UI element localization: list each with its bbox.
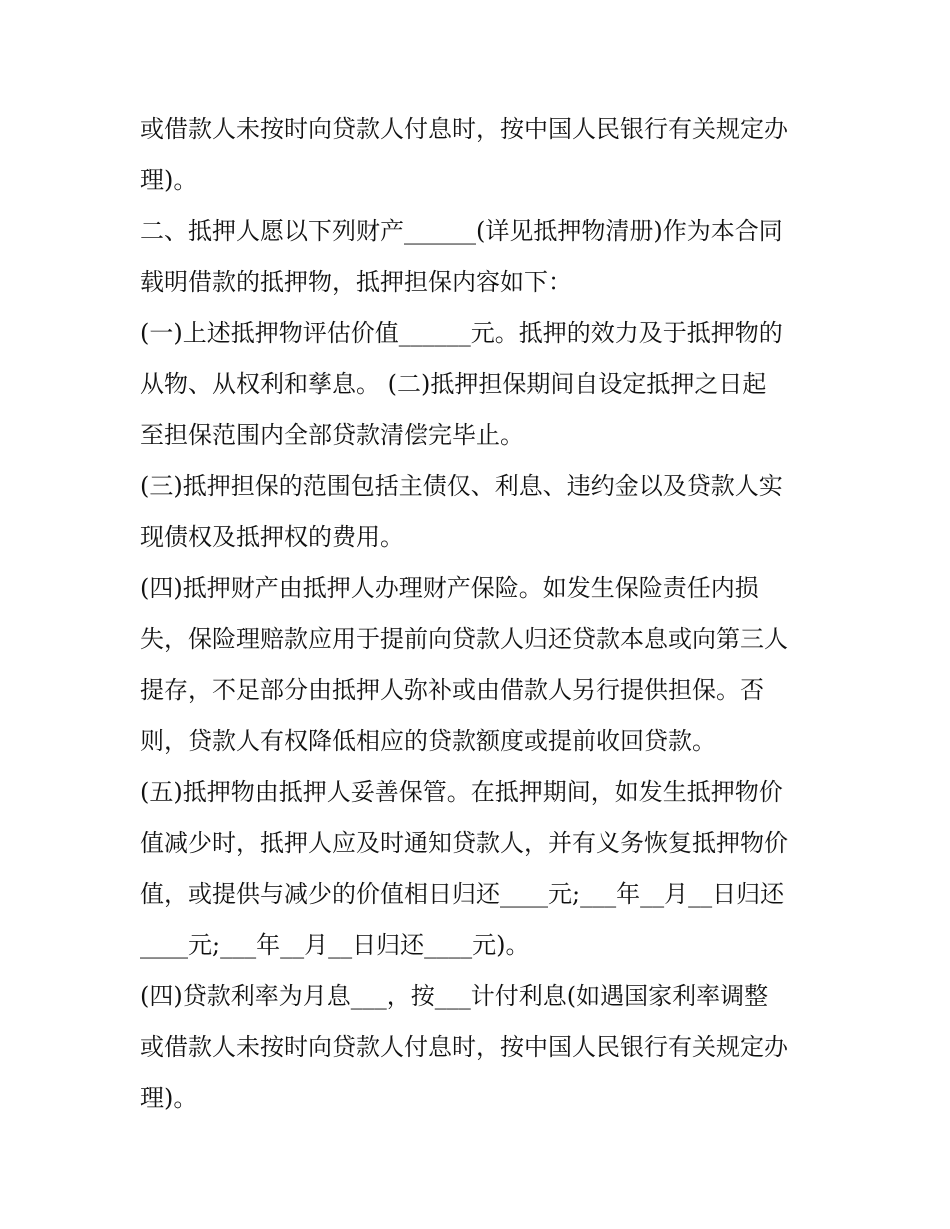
text-line-12: 提存，不足部分由抵押人弥补或由借款人另行提供担保。否 xyxy=(140,676,764,704)
text-line-7: 至担保范围内全部贷款清偿完毕止。 xyxy=(140,421,524,449)
text-line-9: 现债权及抵押权的费用。 xyxy=(140,523,404,551)
text-line-3: 二、抵押人愿以下列财产______(详见抵押物清册)作为本合同 xyxy=(140,217,783,245)
text-line-19: 或借款人未按时向贷款人付息时，按中国人民银行有关规定办 xyxy=(140,1033,788,1061)
text-line-14: (五)抵押物由抵押人妥善保管。在抵押期间，如发生抵押物价 xyxy=(140,778,783,806)
text-line-18: (四)贷款利率为月息___，按___计付利息(如遇国家利率调整 xyxy=(140,982,769,1010)
text-line-15: 值减少时，抵押人应及时通知贷款人，并有义务恢复抵押物价 xyxy=(140,829,788,857)
text-line-6: 从物、从权利和孳息。 (二)抵押担保期间自设定抵押之日起 xyxy=(140,370,767,398)
text-line-16: 值，或提供与减少的价值相日归还____元;___年__月__日归还 xyxy=(140,880,785,908)
text-line-5: (一)上述抵押物评估价值______元。抵押的效力及于抵押物的 xyxy=(140,319,783,347)
text-line-11: 失，保险理赔款应用于提前向贷款人归还贷款本息或向第三人 xyxy=(140,625,788,653)
text-line-4: 载明借款的抵押物，抵押担保内容如下： xyxy=(140,268,572,296)
text-line-20: 理)。 xyxy=(140,1084,198,1112)
text-line-8: (三)抵押担保的范围包括主债仅、利息、违约金以及贷款人实 xyxy=(140,472,783,500)
text-line-10: (四)抵押财产由抵押人办理财产保险。如发生保险责任内损 xyxy=(140,574,759,602)
text-line-2: 理)。 xyxy=(140,166,198,194)
text-line-1: 或借款人未按时向贷款人付息时，按中国人民银行有关规定办 xyxy=(140,115,788,143)
text-line-13: 则，贷款人有权降低相应的贷款额度或提前收回贷款。 xyxy=(140,727,716,755)
document-body xyxy=(140,104,830,1124)
text-line-17: ____元;___年__月__日归还____元)。 xyxy=(140,931,530,959)
